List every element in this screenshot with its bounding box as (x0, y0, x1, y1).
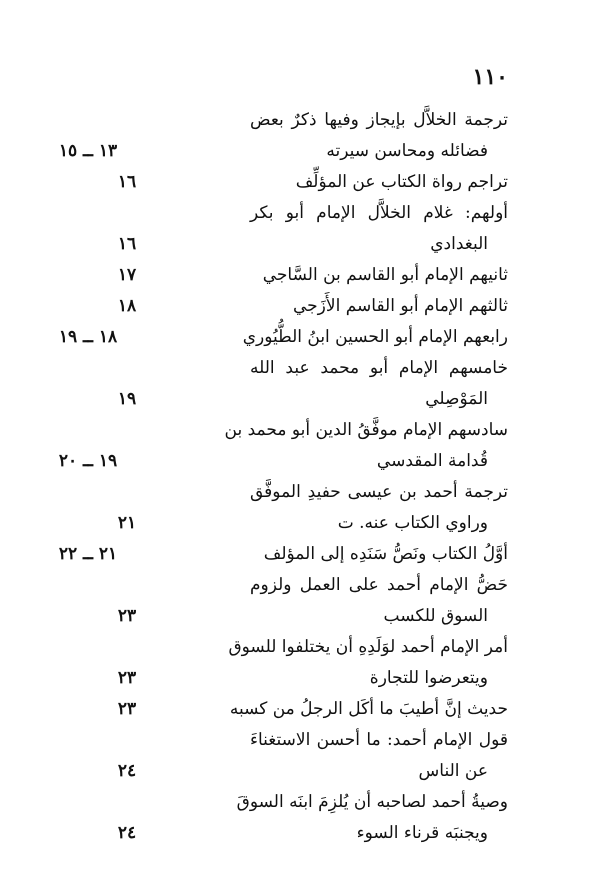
toc-entry-line (88, 818, 508, 849)
toc-entry-line (88, 570, 508, 601)
toc-entry-line (58, 539, 508, 570)
entry-text: أوَّلُ الكتاب ونَصُّ سَنَدِه إلى المؤلف (263, 544, 508, 564)
toc-entry-line (88, 756, 508, 787)
entry-text: ترجمة الخلاَّل بإيجاز وفيها ذكرٌ بعض (250, 110, 508, 130)
entry-page-ref: ١٧ (117, 265, 137, 285)
entry-text: ترجمة أحمد بن عيسى حفيدِ الموفَّق (250, 482, 508, 502)
entry-text: رابعهم الإمام أبو الحسين ابنُ الطُّيُوري (242, 327, 508, 347)
toc-entry-line (88, 725, 508, 756)
table-of-contents (58, 105, 508, 849)
toc-entry-line (88, 415, 508, 446)
entry-page-ref: ١٩ (117, 389, 137, 409)
toc-entry-line (88, 632, 508, 663)
entry-text: سادسهم الإمام موفَّقُ الدين أبو محمد بن (224, 420, 508, 440)
entry-page-ref: ٢١ (117, 513, 137, 533)
entry-text: السوق للكسب (383, 606, 488, 626)
entry-text: وصيةُ أحمد لصاحبه أن يُلزِمَ ابنَه السوقَ (236, 792, 508, 812)
entry-page-ref: ٢٣ (117, 668, 137, 688)
entry-text: عن الناس (418, 761, 488, 781)
entry-text: أولهم: غلام الخلاَّل الإمام أبو بكر (250, 203, 508, 223)
toc-entry-line (88, 291, 508, 322)
entry-text: فضائله ومحاسن سيرته (326, 141, 488, 161)
toc-entry-line (88, 229, 508, 260)
toc-entry-line (88, 663, 508, 694)
toc-entry-line (88, 353, 508, 384)
entry-text: ثانيهم الإمام أبو القاسم بن السَّاجي (262, 265, 508, 285)
toc-entry-line (88, 260, 508, 291)
toc-entry-line (88, 508, 508, 539)
toc-entry-line (58, 446, 508, 477)
entry-page-ref: ٢٣ (117, 606, 137, 626)
toc-entry-line (88, 384, 508, 415)
entry-text: البغدادي (430, 234, 488, 254)
entry-text: خامسهم الإمام أبو محمد عبد الله (250, 358, 508, 378)
toc-entry-line (88, 694, 508, 725)
entry-text: قُدامة المقدسي (376, 451, 488, 471)
entry-page-ref: ٢٤ (117, 761, 137, 781)
entry-page-ref: ١٣ ــ ١٥ (58, 141, 118, 161)
toc-entry-line (88, 167, 508, 198)
toc-entry-line (88, 198, 508, 229)
entry-text: حَضُّ الإمام أحمد على العمل ولزوم (250, 575, 508, 595)
entry-page-ref: ٢٤ (117, 823, 137, 843)
entry-page-ref: ١٦ (117, 172, 137, 192)
entry-text: تراجم رواة الكتاب عن المؤلِّف (295, 172, 508, 192)
entry-page-ref: ١٩ ــ ٢٠ (58, 451, 118, 471)
entry-page-ref: ١٨ ــ ١٩ (58, 327, 118, 347)
entry-text: وراوي الكتاب عنه. ت (337, 513, 488, 533)
entry-page-ref: ٢١ ــ ٢٢ (58, 544, 118, 564)
entry-text: حديث إنَّ أطيبَ ما أكَل الرجلُ من كسبه (229, 699, 508, 719)
toc-entry-line (58, 322, 508, 353)
toc-entry-line (88, 105, 508, 136)
toc-entry-line (88, 787, 508, 818)
page-number: ١١٠ (472, 64, 508, 90)
toc-entry-line (88, 477, 508, 508)
entry-text: ثالثهم الإمام أبو القاسم الأَزَجي (293, 296, 508, 316)
entry-page-ref: ٢٣ (117, 699, 137, 719)
entry-text: أمر الإمام أحمد لوَلَدِهِ أن يختلفوا للسوق (228, 637, 508, 657)
entry-text: قول الإمام أحمد: ما أحسن الاستغناءَ (250, 730, 508, 750)
toc-entry-line (88, 601, 508, 632)
entry-text: ويجنبَه قرناء السوء (356, 823, 488, 843)
entry-page-ref: ١٨ (117, 296, 137, 316)
entry-page-ref: ١٦ (117, 234, 137, 254)
entry-text: المَوْصِلي (425, 389, 488, 409)
entry-text: ويتعرضوا للتجارة (369, 668, 488, 688)
toc-entry-line (58, 136, 508, 167)
